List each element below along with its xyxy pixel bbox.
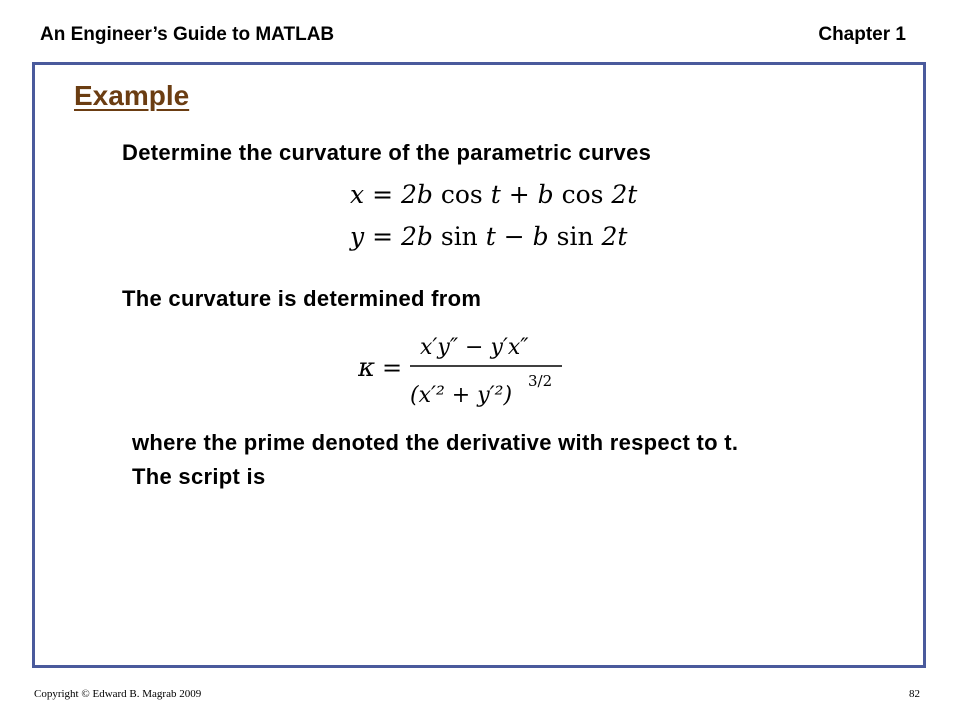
kappa-equals: = bbox=[382, 354, 403, 382]
eq-x-fn2: cos bbox=[561, 180, 604, 209]
eq-y-arg2: 2t bbox=[601, 222, 628, 251]
kappa-exponent: 3/2 bbox=[528, 372, 553, 390]
eq-y-op: − bbox=[503, 222, 525, 251]
eq-x-term1: 2b bbox=[400, 180, 433, 209]
kappa-symbol: κ bbox=[358, 353, 376, 383]
eq-x-arg1: t bbox=[490, 180, 501, 209]
header-chapter: Chapter 1 bbox=[818, 24, 906, 45]
slide-title: Example bbox=[74, 80, 190, 111]
kappa-denominator: (x′² + y′²) bbox=[410, 383, 513, 408]
eq-x-fn1: cos bbox=[440, 180, 483, 209]
eq-x-arg2: 2t bbox=[611, 180, 638, 209]
eq-y-lhs: y bbox=[350, 222, 365, 251]
curvature-formula bbox=[358, 332, 568, 422]
page-number: 82 bbox=[909, 688, 920, 700]
eq-x-term2: b bbox=[537, 180, 554, 209]
eq-y-term2: b bbox=[532, 222, 549, 251]
equation-y: y = 2b sin t − b sin 2t bbox=[350, 222, 628, 251]
eq-y-arg1: t bbox=[485, 222, 496, 251]
eq-y-fn1: sin bbox=[440, 222, 478, 251]
header-title: An Engineer’s Guide to MATLAB bbox=[40, 24, 335, 45]
kappa-numerator: x′y″ − y′x″ bbox=[420, 335, 529, 360]
equation-x: x = 2b cos t + b cos 2t bbox=[350, 180, 638, 209]
eq-x-op: + bbox=[508, 180, 530, 209]
curvature-intro-text: The curvature is determined from bbox=[122, 286, 482, 311]
eq-x-lhs: x bbox=[350, 180, 365, 209]
where-text-line-2: The script is bbox=[132, 464, 266, 489]
where-text-line-1: where the prime denoted the derivative with respect to t. bbox=[132, 430, 739, 455]
copyright-footer: Copyright © Edward B. Magrab 2009 bbox=[34, 688, 202, 700]
eq-y-fn2: sin bbox=[556, 222, 594, 251]
intro-text: Determine the curvature of the parametric curves bbox=[122, 140, 652, 165]
eq-y-term1: 2b bbox=[400, 222, 433, 251]
